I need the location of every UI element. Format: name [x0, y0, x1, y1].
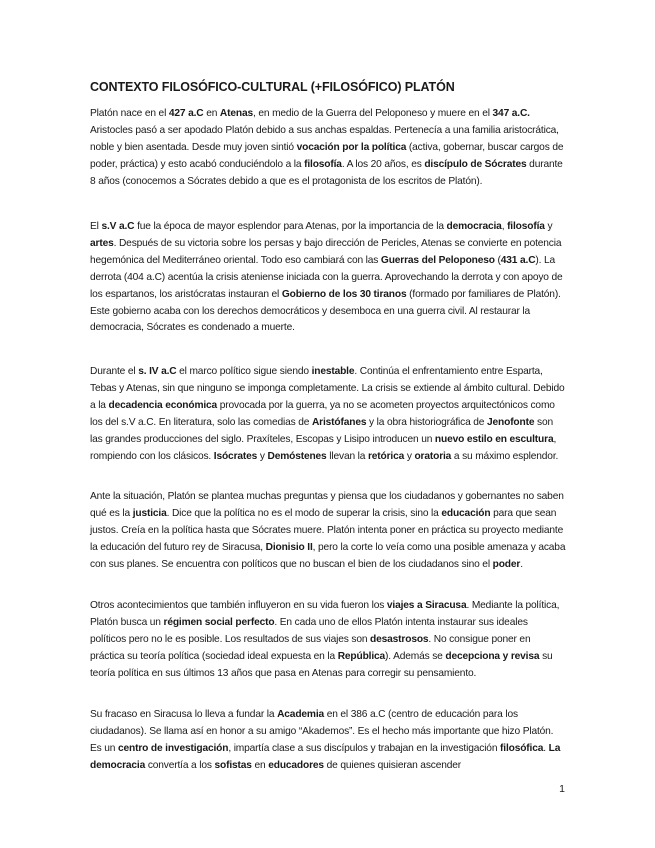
text-run: , en medio de la Guerra del Peloponeso y muere en el [253, 108, 493, 119]
text-run: durante 8 años (conocemos a Sócrates debido a que es el protagonista de los escritos de Platón). [90, 158, 563, 187]
bold-text-run: oratoria [414, 450, 452, 462]
text-run: Ante la situación, Platón se plantea muchas preguntas y piensa que los ciudadanos y gobernantes no saben qué es la [90, 491, 564, 519]
bold-text-run: filosófica [500, 742, 544, 754]
text-run: Platón nace en el [90, 108, 169, 119]
bold-text-run: filosofía [507, 221, 545, 232]
bold-text-run: educación [441, 507, 491, 519]
bold-text-run: vocación por la política [296, 141, 407, 153]
bold-text-run: educadores [268, 759, 324, 771]
paragraph-4 [90, 489, 566, 574]
bold-text-run: Jenofonte [487, 416, 535, 428]
bold-text-run: justicia [132, 507, 167, 519]
bold-text-run: discípulo de Sócrates [424, 158, 527, 170]
text-run: son las grandes producciones del siglo. Praxíteles, Escopas y Lisipo introducen un [90, 416, 553, 445]
bold-text-run: poder [492, 558, 521, 570]
page-number: 1 [559, 783, 565, 795]
bold-text-run: Aristófanes [311, 416, 367, 428]
paragraph-2 [90, 219, 566, 337]
text-run: , impartía clase a sus discípulos y trabajan en la investigación [228, 742, 501, 754]
bold-text-run: 427 a.C [168, 108, 204, 119]
bold-text-run: Academia [277, 709, 325, 720]
text-run: (activa, gobernar, buscar cargos de poder, práctica) y esto acabó conduciéndolo a la [90, 141, 564, 170]
text-run: . En cada uno de ellos Platón intenta instaurar sus ideales políticos pero no le es posible. Los resultados de sus viajes son [90, 616, 528, 645]
text-run: y [257, 450, 268, 462]
text-run: convertía a los [145, 759, 215, 771]
text-run: . A los 20 años, es [341, 158, 425, 170]
bold-text-run: Isócrates [213, 450, 258, 462]
text-run: su teoría política en sus últimos 13 años que pasa en Atenas para corregir su pensamiento. [90, 650, 553, 679]
text-run: . Dice que la política no es el modo de superar la crisis, sino la [166, 507, 442, 519]
bold-text-run: filosofía [304, 158, 342, 170]
text-run: y [544, 221, 553, 232]
text-run: ). La derrota (404 a.C) acentúa la crisis ateniense iniciada con la guerra. Aprovechando la derrota y con apoyo de los espartanos, los aristócratas instauran el [90, 254, 563, 300]
text-run: fue la época de mayor esplendor para Atenas, por la importancia de la [134, 221, 447, 232]
text-run: , [501, 221, 508, 232]
bold-text-run: nuevo estilo en escultura [434, 433, 554, 445]
text-run: y [404, 450, 415, 462]
bold-text-run: Dionisio II [265, 541, 313, 553]
bold-text-run: 431 a.C [500, 254, 536, 266]
text-run: Durante el [90, 366, 139, 377]
text-run: para que sean justos. Creía en la política hasta que Sócrates muere. Platón intenta poner en práctica su proyecto mediante la educación del futuro rey de Siracusa, [90, 507, 564, 553]
bold-text-run: s. IV a.C [138, 366, 177, 377]
bold-text-run: retórica [367, 450, 405, 462]
text-run: El [90, 221, 102, 232]
text-run: . [520, 558, 523, 570]
text-run: , pero la corte lo veía como una posible amenaza y acaba con sus planes. Se encuentra con políticos que no buscan el bien de los ciudadanos sino el [90, 541, 566, 570]
bold-text-run: La democracia [90, 742, 561, 771]
bold-text-run: Demóstenes [267, 450, 327, 462]
text-run: (formado por familiares de Platón). Este gobierno acaba con los derechos democráticos y desemboca en una guerra civil. Al restaurar la democracia, Sócrates es condenado a muerte. [90, 288, 561, 334]
bold-text-run: Guerras del Peloponeso [380, 254, 495, 266]
paragraph-3 [90, 364, 566, 465]
text-run: Aristocles pasó a ser apodado Platón debido a sus anchas espaldas. Pertenecía a una familia aristocrática, noble y bien asentada. Desde muy joven sintió [90, 124, 559, 153]
bold-text-run: régimen social perfecto [163, 616, 275, 628]
text-run: Su fracaso en Siracusa lo lleva a fundar la [90, 709, 278, 720]
bold-text-run: desastrosos [370, 633, 429, 645]
text-run: de quienes quisieran ascender [323, 759, 462, 771]
bold-text-run: Gobierno de los 30 tiranos [281, 288, 407, 300]
text-run: y la obra historiográfica de [366, 416, 488, 428]
bold-text-run: decadencia económica [108, 399, 218, 411]
text-run: ( [494, 254, 501, 266]
bold-text-run: artes [90, 237, 114, 249]
bold-text-run: centro de investigación [117, 742, 229, 754]
bold-text-run: viajes a Siracusa [386, 600, 467, 611]
text-run: provocada por la guerra, ya no se acometen proyectos arquitectónicos como los del s.V a.C. En literatura, solo las comedias de [90, 399, 555, 428]
document-title: CONTEXTO FILOSÓFICO-CULTURAL (+FILOSÓFICO) PLATÓN [90, 80, 455, 94]
bold-text-run: inestable [311, 366, 355, 377]
text-run: Otros acontecimientos que también influyeron en su vida fueron los [90, 600, 387, 611]
text-run: , rompiendo con los clásicos. [90, 433, 557, 462]
paragraph-6 [90, 707, 566, 775]
text-run: llevan la [326, 450, 368, 462]
text-run: . Después de su victoria sobre los persas y bajo dirección de Pericles, Atenas se convierte en potencia hegemónica del Mediterráneo oriental. Todo eso cambiará con las [90, 237, 562, 266]
paragraph-1 [90, 106, 566, 191]
paragraph-5 [90, 598, 566, 683]
text-run: el marco político sigue siendo [176, 366, 312, 377]
text-run: . [543, 742, 549, 754]
text-run: en el 386 a.C (centro de educación para los ciudadanos). Se llama así en honor a su amigo “Akademos”. Es el hecho más importante que hizo Platón. Es un [90, 709, 554, 754]
bold-text-run: 347 a.C. [492, 108, 530, 119]
text-run: a su máximo esplendor. [451, 450, 559, 462]
bold-text-run: sofistas [214, 759, 252, 771]
text-run: ). Además se [385, 650, 446, 662]
bold-text-run: República [337, 650, 386, 662]
text-run: . Mediante la política, Platón busca un [90, 600, 560, 628]
text-run: en [251, 759, 269, 771]
bold-text-run: s.V a.C [101, 221, 135, 232]
text-run: . No consigue poner en práctica su teoría política (sociedad ideal expuesta en la [90, 633, 531, 662]
text-run: en [203, 108, 220, 119]
bold-text-run: democracia [446, 221, 502, 232]
bold-text-run: decepciona y revisa [445, 650, 540, 662]
text-run: . Continúa el enfrentamiento entre Esparta, Tebas y Atenas, sin que ninguno se imponga completamente. La crisis se extiende al ámbito cultural. Debido a la [90, 366, 565, 411]
bold-text-run: Atenas [219, 108, 253, 119]
